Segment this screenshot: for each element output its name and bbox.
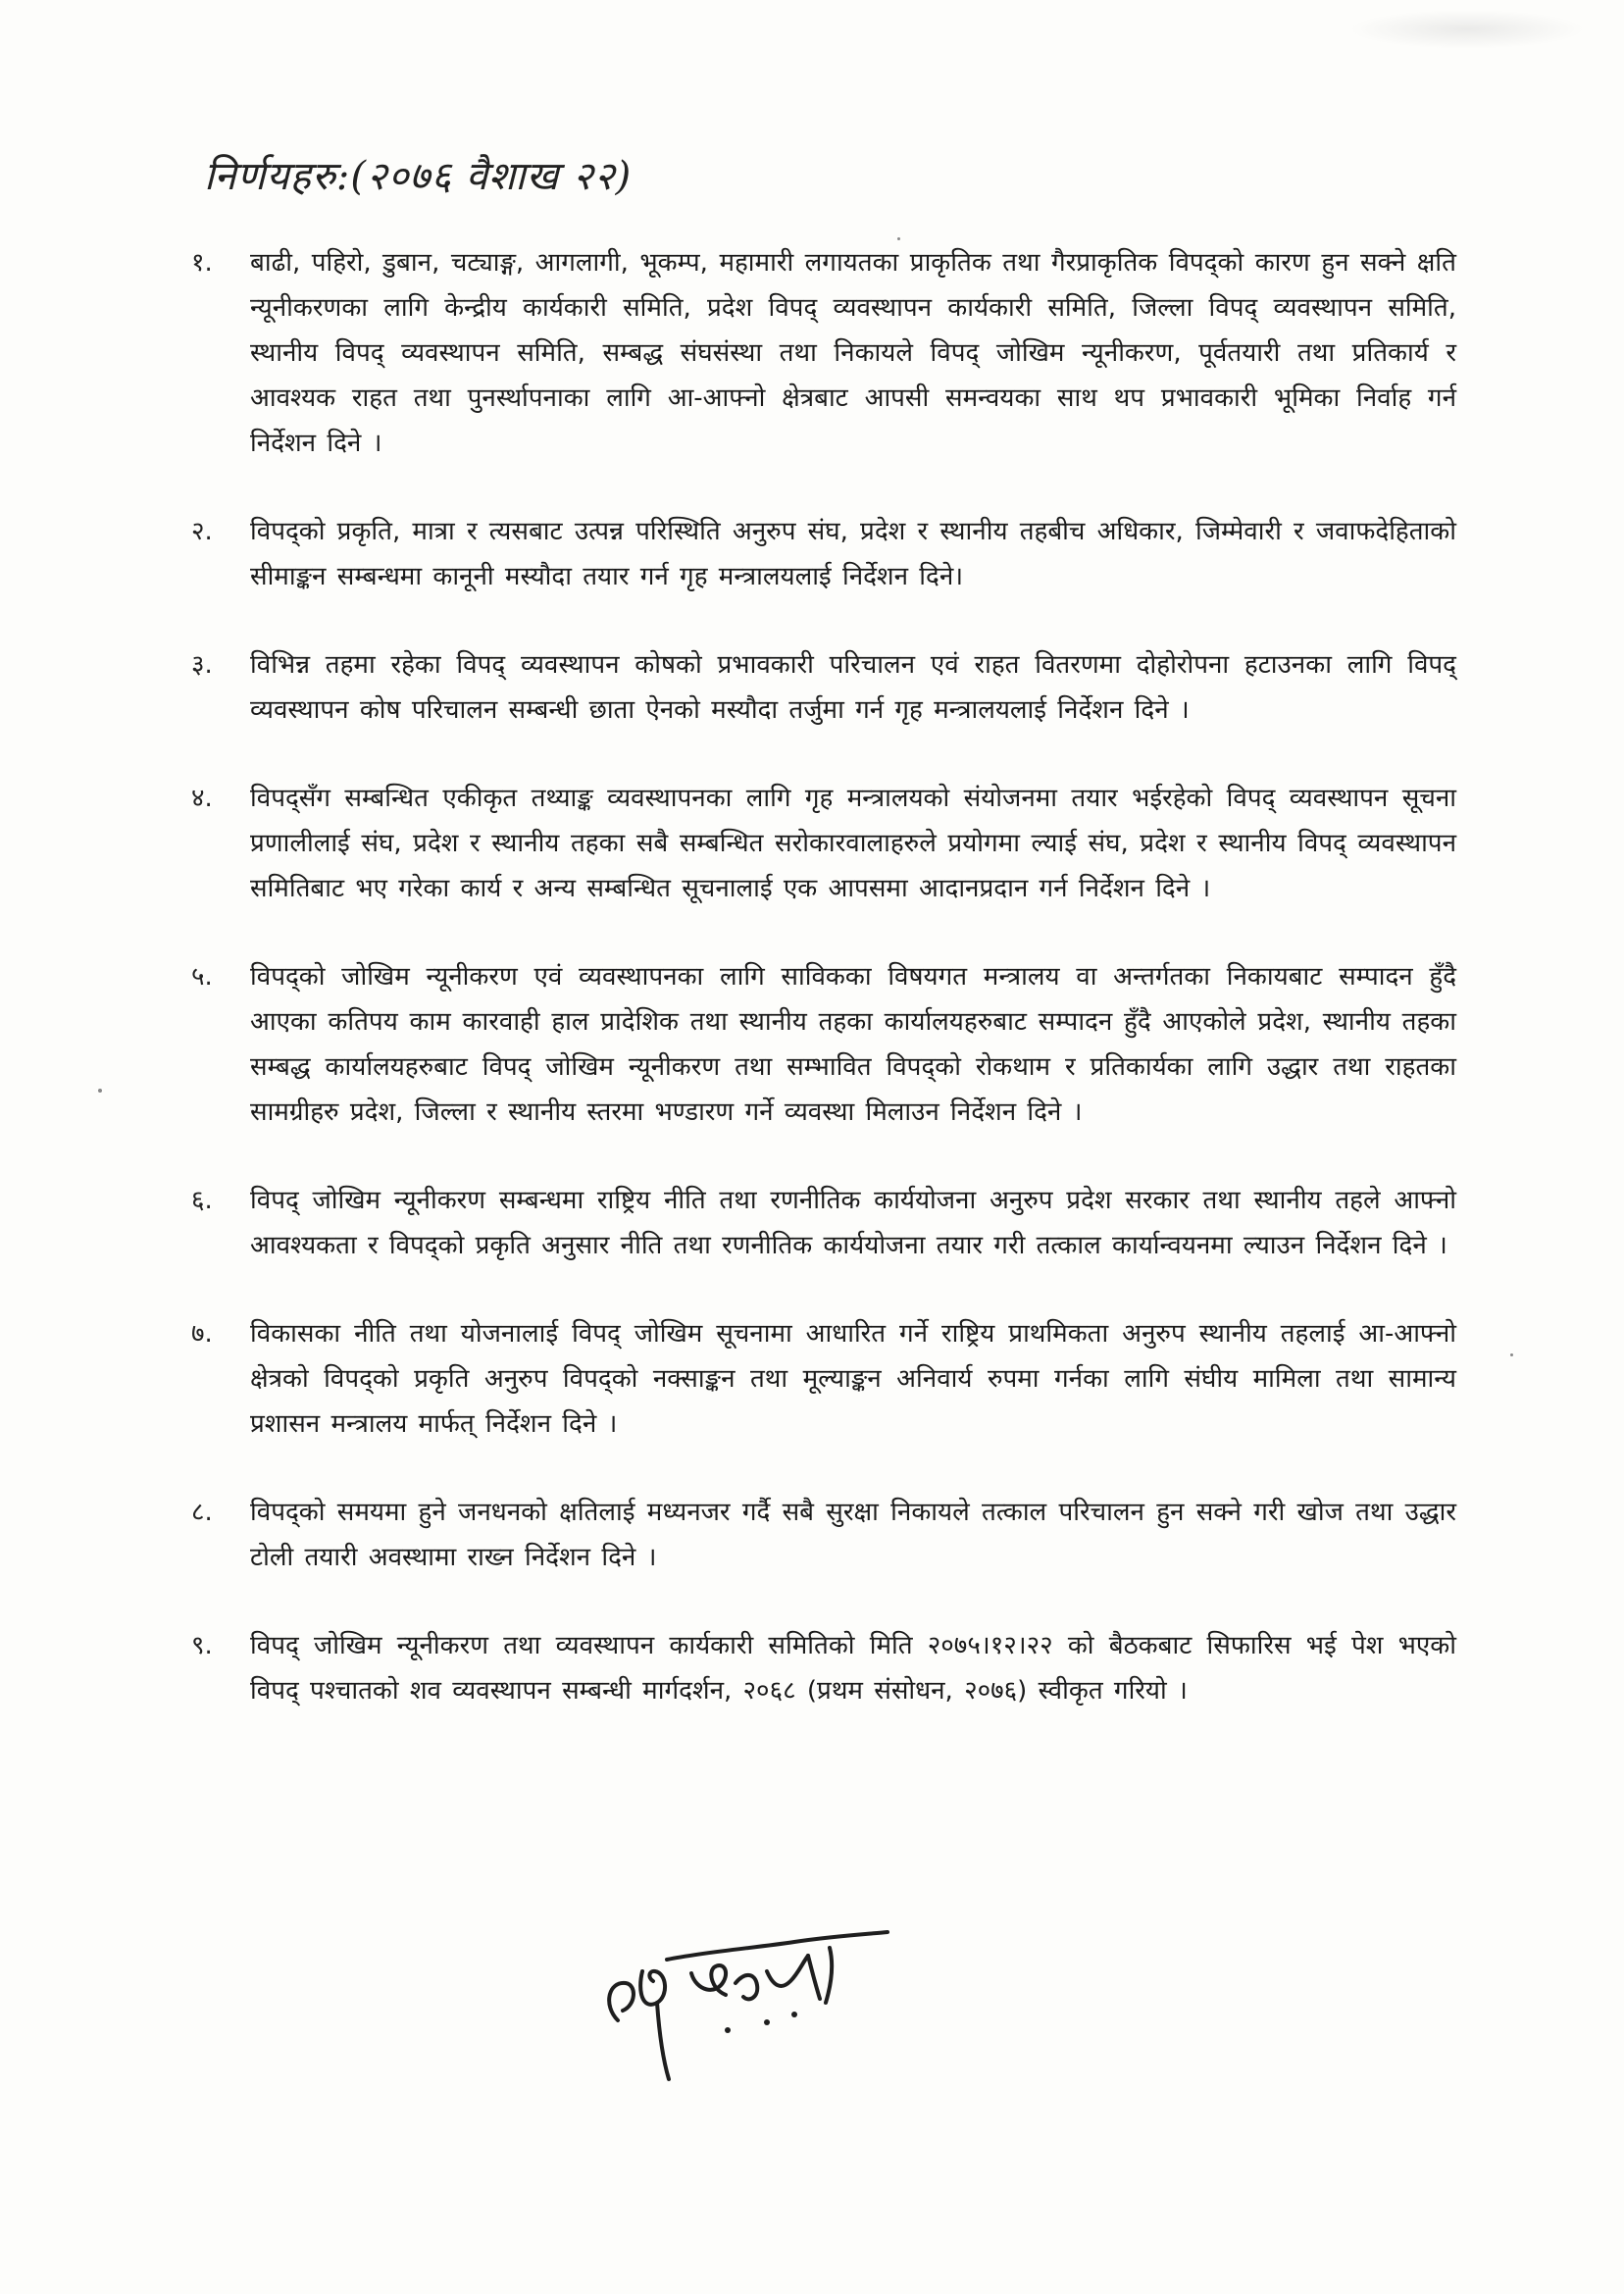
scan-speck [98, 1089, 102, 1093]
signature-icon [598, 1912, 892, 2089]
decision-number: ८. [191, 1498, 213, 1527]
decision-item [191, 509, 1456, 599]
decision-item [191, 642, 1456, 733]
decision-text: विपद् जोखिम न्यूनीकरण सम्बन्धमा राष्ट्रिय नीति तथा रणनीतिक कार्ययोजना अनुरुप प्रदेश सरकार तथा स्थानीय तहले आफ्नो आवश्यकता र विपद्को प्रकृति अनुसार नीति तथा रणनीतिक कार्ययोजना तयार गरी तत्काल कार्यान्वयनमा ल्याउन निर्देशन दिने । [250, 1186, 1456, 1260]
decision-item [191, 1178, 1456, 1268]
decision-item [191, 240, 1456, 466]
decisions-heading: निर्णयहरु:(२०७६ वैशाख २२) [204, 154, 633, 199]
decision-text: विभिन्न तहमा रहेका विपद् व्यवस्थापन कोषको प्रभावकारी परिचालन एवं राहत वितरणमा दोहोरोपना हटाउनका लागि विपद् व्यवस्थापन कोष परिचालन सम्बन्धी छाता ऐनको मस्यौदा तर्जुमा गर्न गृह मन्त्रालयलाई निर्देशन दिने । [250, 650, 1456, 725]
decision-item [191, 1623, 1456, 1713]
decision-text: बाढी, पहिरो, डुबान, चट्याङ्ग, आगलागी, भूकम्प, महामारी लगायतका प्राकृतिक तथा गैरप्राकृतिक विपद्को कारण हुन सक्ने क्षति न्यूनीकरणका लागि केन्द्रीय कार्यकारी समिति, प्रदेश विपद् व्यवस्थापन कार्यकारी समिति, जिल्ला विपद् व्यवस्थापन समिति, स्थानीय विपद् व्यवस्थापन समिति, सम्बद्ध संघसंस्था तथा निकायले विपद् जोखिम न्यूनीकरण, पूर्वतयारी तथा प्रतिकार्य र आवश्यक राहत तथा पुनर्स्थापनाका लागि आ-आफ्नो क्षेत्रबाट आपसी समन्वयका साथ थप प्रभावकारी भूमिका निर्वाह गर्न निर्देशन दिने । [250, 248, 1456, 458]
scan-speck [1510, 1353, 1513, 1356]
decision-number: ३. [191, 650, 213, 680]
decision-text: विपद् जोखिम न्यूनीकरण तथा व्यवस्थापन कार्यकारी समितिको मिति २०७५।१२।२२ को बैठकबाट सिफारिस भई पेश भएको विपद् पश्चातको शव व्यवस्थापन सम्बन्धी मार्गदर्शन, २०६८ (प्रथम संसोधन, २०७६) स्वीकृत गरियो । [250, 1631, 1456, 1706]
scan-artifact [1349, 10, 1585, 49]
decision-number: ६. [191, 1186, 213, 1215]
decision-number: २. [191, 517, 213, 546]
decision-item [191, 954, 1456, 1135]
decision-list [191, 240, 1456, 1757]
decision-text: विपद्को समयमा हुने जनधनको क्षतिलाई मध्यनजर गर्दै सबै सुरक्षा निकायले तत्काल परिचालन हुन सक्ने गरी खोज तथा उद्धार टोली तयारी अवस्थामा राख्न निर्देशन दिने । [250, 1498, 1456, 1572]
decision-item [191, 776, 1456, 911]
scan-speck [897, 237, 900, 240]
decision-number: ४. [191, 784, 213, 813]
decision-item [191, 1311, 1456, 1447]
decision-text: विकासका नीति तथा योजनालाई विपद् जोखिम सूचनामा आधारित गर्ने राष्ट्रिय प्राथमिकता अनुरुप स्थानीय तहलाई आ-आफ्नो क्षेत्रको विपद्को प्रकृति अनुरुप विपद्को नक्साङ्कन तथा मूल्याङ्कन अनिवार्य रुपमा गर्नका लागि संघीय मामिला तथा सामान्य प्रशासन मन्त्रालय मार्फत् निर्देशन दिने । [250, 1319, 1456, 1439]
decision-number: ७. [191, 1319, 213, 1349]
decision-text: विपद्सँग सम्बन्धित एकीकृत तथ्याङ्क व्यवस्थापनका लागि गृह मन्त्रालयको संयोजनमा तयार भईरहेको विपद् व्यवस्थापन सूचना प्रणालीलाई संघ, प्रदेश र स्थानीय तहका सबै सम्बन्धित सरोकारवालाहरुले प्रयोगमा ल्याई संघ, प्रदेश र स्थानीय विपद् व्यवस्थापन समितिबाट भए गरेका कार्य र अन्य सम्बन्धित सूचनालाई एक आपसमा आदानप्रदान गर्न निर्देशन दिने । [250, 784, 1456, 903]
decision-text: विपद्को प्रकृति, मात्रा र त्यसबाट उत्पन्न परिस्थिति अनुरुप संघ, प्रदेश र स्थानीय तहबीच अधिकार, जिम्मेवारी र जवाफदेहिताको सीमाङ्कन सम्बन्धमा कानूनी मस्यौदा तयार गर्न गृह मन्त्रालयलाई निर्देशन दिने। [250, 517, 1456, 591]
decision-text: विपद्को जोखिम न्यूनीकरण एवं व्यवस्थापनका लागि साविकका विषयगत मन्त्रालय वा अन्तर्गतका निकायबाट सम्पादन हुँदै आएका कतिपय काम कारवाही हाल प्रादेशिक तथा स्थानीय तहका कार्यालयहरुबाट सम्पादन हुँदै आएकोले प्रदेश, स्थानीय तहका सम्बद्ध कार्यालयहरुबाट विपद् जोखिम न्यूनीकरण तथा सम्भावित विपद्को रोकथाम र प्रतिकार्यका लागि उद्धार तथा राहतका सामग्रीहरु प्रदेश, जिल्ला र स्थानीय स्तरमा भण्डारण गर्ने व्यवस्था मिलाउन निर्देशन दिने । [250, 962, 1456, 1127]
decision-number: ५. [191, 962, 213, 992]
decision-number: १. [191, 248, 213, 278]
decision-number: ९. [191, 1631, 213, 1660]
decision-item [191, 1490, 1456, 1580]
